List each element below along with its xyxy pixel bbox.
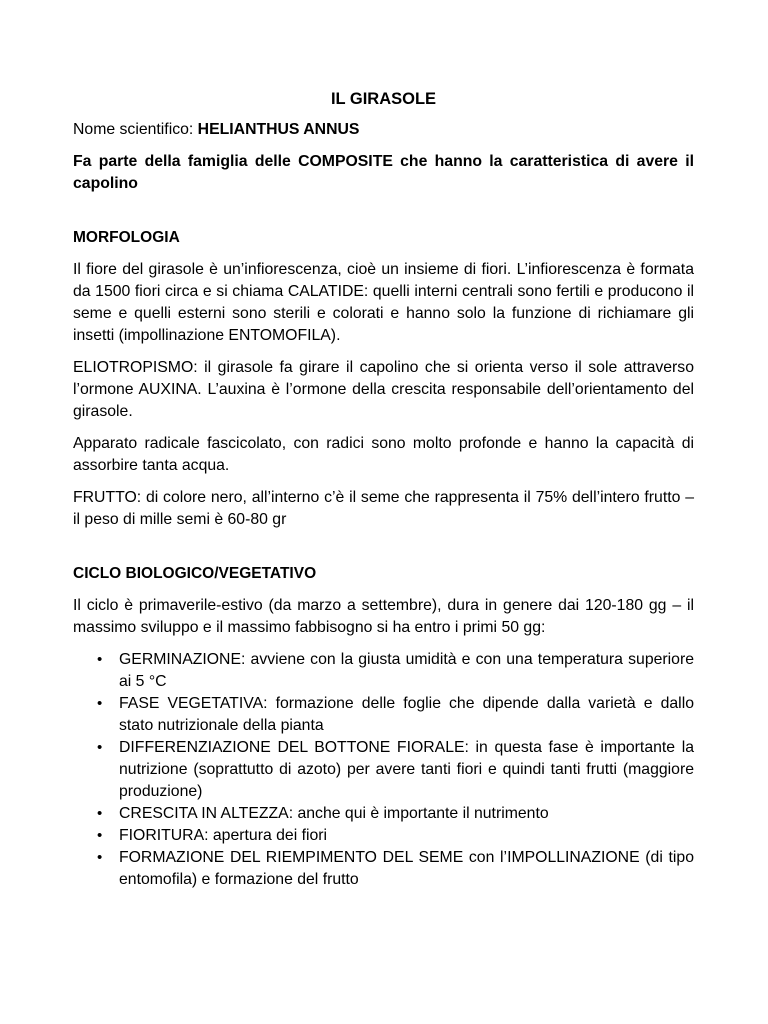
list-item	[73, 737, 694, 803]
bullet-icon: •	[97, 739, 103, 756]
bullet-icon: •	[97, 827, 103, 844]
section-heading-ciclo: CICLO BIOLOGICO/VEGETATIVO	[73, 565, 317, 582]
spacer	[73, 205, 694, 227]
list-item	[73, 847, 694, 891]
list-item-text: DIFFERENZIAZIONE DEL BOTTONE FIORALE: in questa fase è importante la nutrizione (soprattutto di azoto) per avere tanti fiori e quindi tanti frutti (maggiore produzione)	[119, 739, 694, 800]
list-item-text: GERMINAZIONE: avviene con la giusta umidità e con una temperatura superiore ai 5 °C	[119, 651, 694, 690]
bullet-icon: •	[97, 849, 103, 866]
scientific-name-label: Nome scientifico:	[73, 121, 198, 138]
morfologia-paragraph-1: Il fiore del girasole è un’infiorescenza, cioè un insieme di fiori. L’infiorescenza è formata da 1500 fiori circa e si chiama CALATIDE: quelli interni centrali sono fertili e producono il seme e quelli esterni sono sterili e colorati e hanno solo la funzione di richiamare gli insetti (impollinazione ENTOMOFILA).	[73, 261, 694, 344]
scientific-name-value: HELIANTHUS ANNUS	[197, 121, 360, 138]
document-page	[73, 88, 694, 891]
bullet-icon: •	[97, 805, 103, 822]
scientific-name-line	[73, 119, 694, 141]
morfologia-paragraph-4: FRUTTO: di colore nero, all’interno c’è il seme che rappresenta il 75% dell’intero frutto – il peso di mille semi è 60-80 gr	[73, 489, 694, 528]
list-item-text: FORMAZIONE DEL RIEMPIMENTO DEL SEME con l’IMPOLLINAZIONE (di tipo entomofila) e formazione del frutto	[119, 849, 694, 888]
list-item	[73, 649, 694, 693]
list-item-text: FASE VEGETATIVA: formazione delle foglie che dipende dalla varietà e dallo stato nutrizionale della pianta	[119, 695, 694, 734]
morfologia-paragraph-3: Apparato radicale fascicolato, con radici sono molto profonde e hanno la capacità di assorbire tanta acqua.	[73, 435, 694, 474]
list-item-text: FIORITURA: apertura dei fiori	[119, 827, 328, 844]
document-title: IL GIRASOLE	[330, 90, 437, 108]
list-item	[73, 803, 694, 825]
ciclo-phase-list	[73, 649, 694, 891]
bullet-icon: •	[97, 695, 103, 712]
ciclo-intro: Il ciclo è primaverile-estivo (da marzo a settembre), dura in genere dai 120-180 gg – il massimo sviluppo e il massimo fabbisogno si ha entro i primi 50 gg:	[73, 597, 694, 636]
spacer	[73, 541, 694, 563]
list-item	[73, 825, 694, 847]
list-item	[73, 693, 694, 737]
list-item-text: CRESCITA IN ALTEZZA: anche qui è importante il nutrimento	[119, 805, 549, 822]
family-note: Fa parte della famiglia delle COMPOSITE che hanno la caratteristica di avere il capolino	[73, 153, 694, 192]
bullet-icon: •	[97, 651, 103, 668]
morfologia-paragraph-2: ELIOTROPISMO: il girasole fa girare il capolino che si orienta verso il sole attraverso l’ormone AUXINA. L’auxina è l’ormone della crescita responsabile dell’orientamento del girasole.	[73, 359, 694, 420]
section-heading-morfologia: MORFOLOGIA	[73, 229, 180, 246]
